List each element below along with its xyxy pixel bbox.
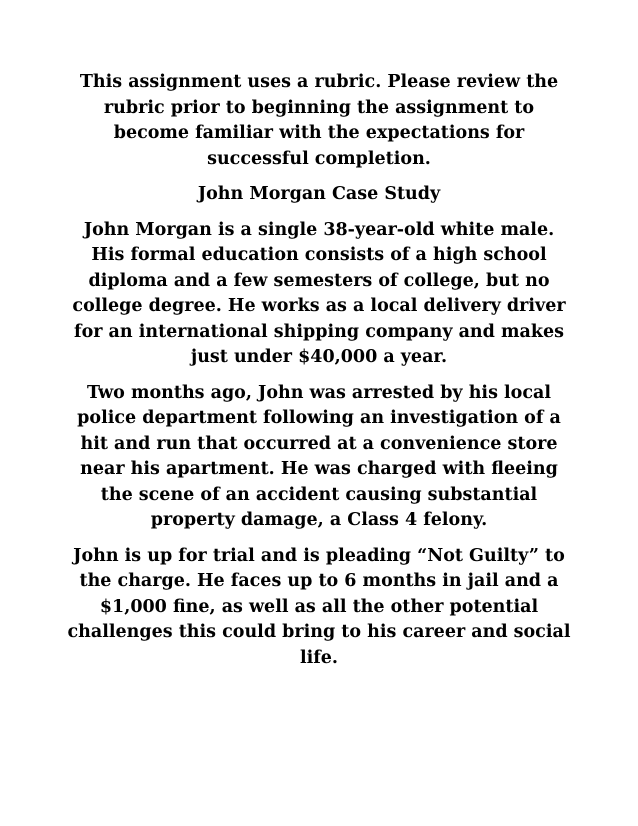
case-study-title: John Morgan Case Study (197, 184, 441, 204)
paragraph-background: John Morgan is a single 38-year-old white male. His formal education consists of a high school diploma and a few semesters of college, but no college degree. He works as a local delivery driver for an international shipping company and makes just under $40,000 a year. (72, 219, 566, 367)
paragraph-trial: John is up for trial and is pleading “Not Guilty” to the charge. He faces up to 6 months in jail and a $1,000 fine, as well as all the other potential challenges this could bring to his career and social life. (67, 545, 571, 668)
paragraph-arrest: Two months ago, John was arrested by his local police department following an investigation of a hit and run that occurred at a convenience store near his apartment. He was charged with fleeing the scene of an accident causing substantial property damage, a Class 4 felony. (77, 382, 561, 530)
assignment-intro: This assignment uses a rubric. Please review the rubric prior to beginning the assignment to become familiar with the expectations for successful completion. (79, 72, 559, 169)
